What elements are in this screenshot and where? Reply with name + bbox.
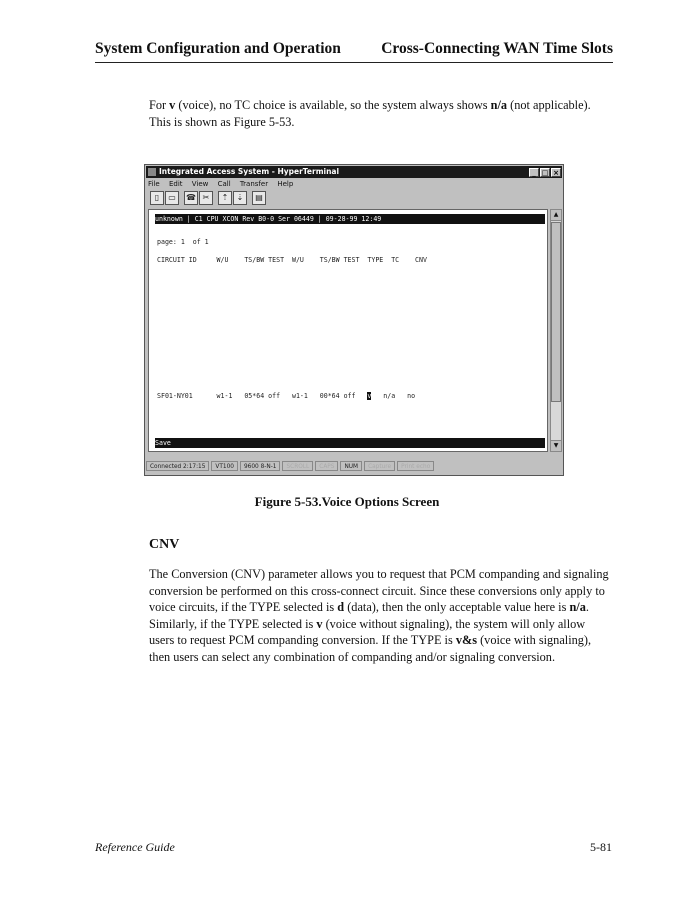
- cnv-paragraph: The Conversion (CNV) parameter allows you to request that PCM companding and signaling conversion be performed on this cross-connect circuit. Since these conversions only apply to voice circuits, if the TYPE selected is d (data), then the only acceptable value here is n/a. Similarly, if the TYPE selected is v (voice without signaling), the system will only allow users to request PCM companding conversion. If the TYPE is v&s (voice with signaling), then users can select any combination of companding and/or signaling conversion.: [149, 567, 609, 664]
- new-icon[interactable]: ▯: [150, 191, 164, 205]
- footer-title: Reference Guide: [95, 840, 175, 854]
- page-indicator: page: 1 of 1: [157, 238, 209, 246]
- section-title: CNV: [149, 537, 180, 552]
- phone-icon[interactable]: ☎: [184, 191, 198, 205]
- open-icon[interactable]: ▭: [165, 191, 179, 205]
- terminal-status-line: unknown | C1 CPU XCON Rev B0-0 Ser 06449 | 09-28-99 12:49: [155, 214, 545, 224]
- status-capture: Capture: [364, 461, 395, 471]
- receive-icon[interactable]: ⇣: [233, 191, 247, 205]
- column-headers: CIRCUIT ID W/U TS/BW TEST W/U TS/BW TEST TYPE TC CNV: [157, 256, 427, 264]
- intro-paragraph: For v (voice), no TC choice is available, so the system always shows n/a (not applicable). This is shown as Figure 5-53.: [149, 98, 591, 129]
- menu-call[interactable]: Call: [217, 180, 231, 188]
- status-num: NUM: [340, 461, 362, 471]
- menu-view[interactable]: View: [191, 180, 209, 188]
- menu-edit[interactable]: Edit: [168, 180, 183, 188]
- properties-icon[interactable]: ▤: [252, 191, 266, 205]
- scroll-up-icon[interactable]: ▲: [551, 210, 561, 221]
- page-number: 5-81: [590, 840, 612, 854]
- app-icon: [148, 168, 156, 176]
- window-title: Integrated Access System - HyperTerminal: [159, 167, 340, 176]
- minimize-icon[interactable]: _: [529, 168, 539, 177]
- header-chapter: System Configuration and Operation: [95, 40, 341, 57]
- header-rule: [95, 62, 613, 63]
- save-command[interactable]: Save: [155, 438, 545, 448]
- maximize-icon[interactable]: □: [541, 169, 549, 177]
- status-settings: 9600 8-N-1: [240, 461, 281, 471]
- vertical-scrollbar[interactable]: [550, 209, 562, 452]
- disconnect-icon[interactable]: ✂: [199, 191, 213, 205]
- status-connected: Connected 2:17:15: [146, 461, 209, 471]
- figure-caption: Figure 5-53.Voice Options Screen: [254, 494, 440, 509]
- circuit-row: [157, 392, 415, 400]
- menu-file[interactable]: File: [148, 180, 160, 188]
- header-section: Cross-Connecting WAN Time Slots: [381, 40, 613, 57]
- circuit-row-fields: SF01-NY01 w1-1 05*64 off w1-1 00*64 off: [157, 392, 368, 400]
- type-field[interactable]: v: [367, 392, 372, 400]
- status-scroll: SCROLL: [282, 461, 313, 471]
- toolbar: [150, 191, 267, 207]
- close-icon[interactable]: ×: [551, 168, 561, 177]
- scroll-down-icon[interactable]: ▼: [551, 440, 561, 451]
- send-icon[interactable]: ⇡: [218, 191, 232, 205]
- status-bar: [146, 461, 562, 473]
- scroll-thumb[interactable]: [551, 222, 561, 402]
- circuit-row-tail: n/a no: [371, 392, 416, 400]
- status-printecho: Print echo: [397, 461, 434, 471]
- terminal-screen[interactable]: [148, 209, 548, 452]
- status-emulation: VT100: [211, 461, 238, 471]
- hyperterminal-window: [144, 164, 564, 476]
- window-titlebar: [146, 166, 562, 178]
- status-caps: CAPS: [315, 461, 338, 471]
- menu-help[interactable]: Help: [277, 180, 294, 188]
- menu-transfer[interactable]: Transfer: [239, 180, 269, 188]
- menu-bar: [148, 179, 300, 189]
